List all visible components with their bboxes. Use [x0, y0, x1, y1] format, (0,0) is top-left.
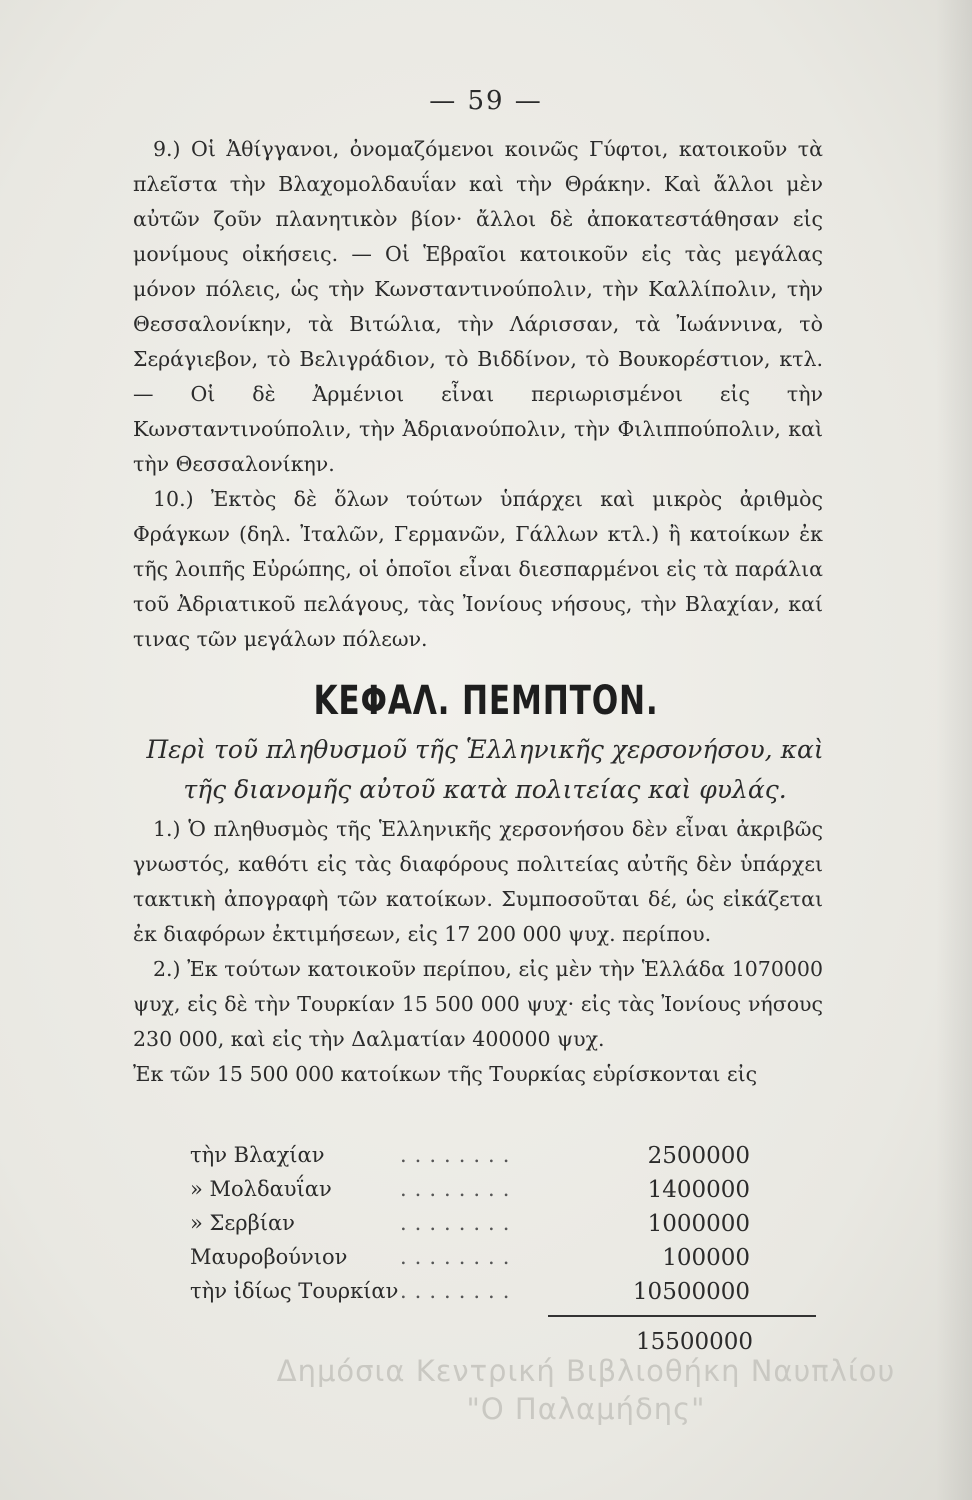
- leader-dots: ........: [400, 1177, 518, 1201]
- row-value: 100000: [662, 1245, 750, 1271]
- row-value: 2500000: [647, 1143, 750, 1169]
- row-label: » Σερβίαν: [190, 1211, 295, 1235]
- library-watermark: [226, 1352, 946, 1428]
- row-value: 1000000: [647, 1211, 750, 1237]
- table-row: [190, 1211, 760, 1245]
- row-label: » Μολδαυΐαν: [190, 1177, 332, 1201]
- leader-dots: ........: [400, 1279, 518, 1303]
- page-edge-shadow: [936, 0, 972, 1500]
- paragraph-9: 9.) Οἱ Ἀθίγγανοι, ὀνομαζόμενοι κοινῶς Γύφτοι, κατοικοῦν τὰ πλεῖστα τὴν Βλαχομολδαυΐαν καὶ τὴν Θράκην. Καὶ ἄλλοι μὲν αὐτῶν ζοῦν πλανητικὸν βίον· ἄλλοι δὲ ἀποκατεστάθησαν εἰς μονίμους οἰκήσεις. — Οἱ Ἑβραῖοι κατοικοῦν εἰς τὰς μεγάλας μόνον πόλεις, ὡς τὴν Κωνσταντινούπολιν, τὴν Καλλίπολιν, τὴν Θεσσαλονίκην, τὰ Βιτώλια, τὴν Λάρισσαν, τὰ Ἰωάννινα, τὸ Σεράγιεβον, τὸ Βελιγράδιον, τὸ Βιδδίνον, τὸ Βουκορέστιον, κτλ. — Οἱ δὲ Ἀρμένιοι εἶναι περιωρισμένοι εἰς τὴν Κωνσταντινούπολιν, τὴν Ἀδριανούπολιν, τὴν Φιλιππούπολιν, καὶ τὴν Θεσσαλονίκην.: [133, 137, 823, 476]
- paragraph-2-continued: Ἐκ τῶν 15 500 000 κατοίκων τῆς Τουρκίας εὑρίσκονται εἰς: [133, 1062, 758, 1086]
- paragraph-1: 1.) Ὁ πληθυσμὸς τῆς Ἑλληνικῆς χερσονήσου δὲν εἶναι ἀκριβῶς γνωστός, καθότι εἰς τὰς διαφόρους πολιτείας αὐτῆς δὲν ὑπάρχει τακτικὴ ἀπογραφὴ τῶν κατοίκων. Συμποσοῦται δέ, ὡς εἰκάζεται ἐκ διαφόρων ἐκτιμήσεων, εἰς 17 200 000 ψυχ. περίπου.: [133, 817, 823, 946]
- watermark-line-2: "Ο Παλαμήδης": [466, 1392, 706, 1426]
- row-value: 10500000: [632, 1279, 750, 1305]
- table-row: [190, 1245, 760, 1279]
- table-row: [190, 1143, 760, 1177]
- row-label: Μαυροβούνιον: [190, 1245, 348, 1269]
- table-row: [190, 1177, 760, 1211]
- table-total: 15500000: [636, 1329, 754, 1355]
- body-text-bottom: [133, 812, 823, 1092]
- body-text-top: [133, 132, 823, 657]
- row-label: τὴν ἰδίως Τουρκίαν: [190, 1279, 399, 1303]
- population-table: [190, 1143, 760, 1313]
- row-value: 1400000: [647, 1177, 750, 1203]
- leader-dots: ........: [400, 1245, 518, 1269]
- chapter-subtitle: Περὶ τοῦ πληθυσμοῦ τῆς Ἑλληνικῆς χερσονήσου, καὶ τῆς διανομῆς αὐτοῦ κατὰ πολιτείας καὶ φυλάς.: [146, 735, 824, 804]
- leader-dots: ........: [400, 1143, 518, 1167]
- leader-dots: ........: [400, 1211, 518, 1235]
- sum-rule: [548, 1315, 816, 1317]
- paragraph-2: 2.) Ἐκ τούτων κατοικοῦν περίπου, εἰς μὲν τὴν Ἑλλάδα 1070000 ψυχ, εἰς δὲ τὴν Τουρκίαν 15 500 000 ψυχ· εἰς τὰς Ἰονίους νήσους 230 000, καὶ εἰς τὴν Δαλματίαν 400000 ψυχ.: [133, 957, 823, 1051]
- chapter-heading: ΚΕΦΑΛ. ΠΕΜΠΤΟΝ.: [313, 678, 659, 724]
- row-label: τὴν Βλαχίαν: [190, 1143, 325, 1167]
- table-row: [190, 1279, 760, 1313]
- page-number: — 59 —: [429, 86, 543, 116]
- watermark-line-1: Δημόσια Κεντρική Βιβλιοθήκη Ναυπλίου: [276, 1354, 896, 1388]
- paragraph-10: 10.) Ἐκτὸς δὲ ὅλων τούτων ὑπάρχει καὶ μικρὸς ἀριθμὸς Φράγκων (δηλ. Ἰταλῶν, Γερμανῶν, Γάλλων κτλ.) ἢ κατοίκων ἐκ τῆς λοιπῆς Εὐρώπης, οἱ ὁποῖοι εἶναι διεσπαρμένοι εἰς τὰ παράλια τοῦ Ἀδριατικοῦ πελάγους, τὰς Ἰονίους νήσους, τὴν Βλαχίαν, καί τινας τῶν μεγάλων πόλεων.: [133, 487, 823, 651]
